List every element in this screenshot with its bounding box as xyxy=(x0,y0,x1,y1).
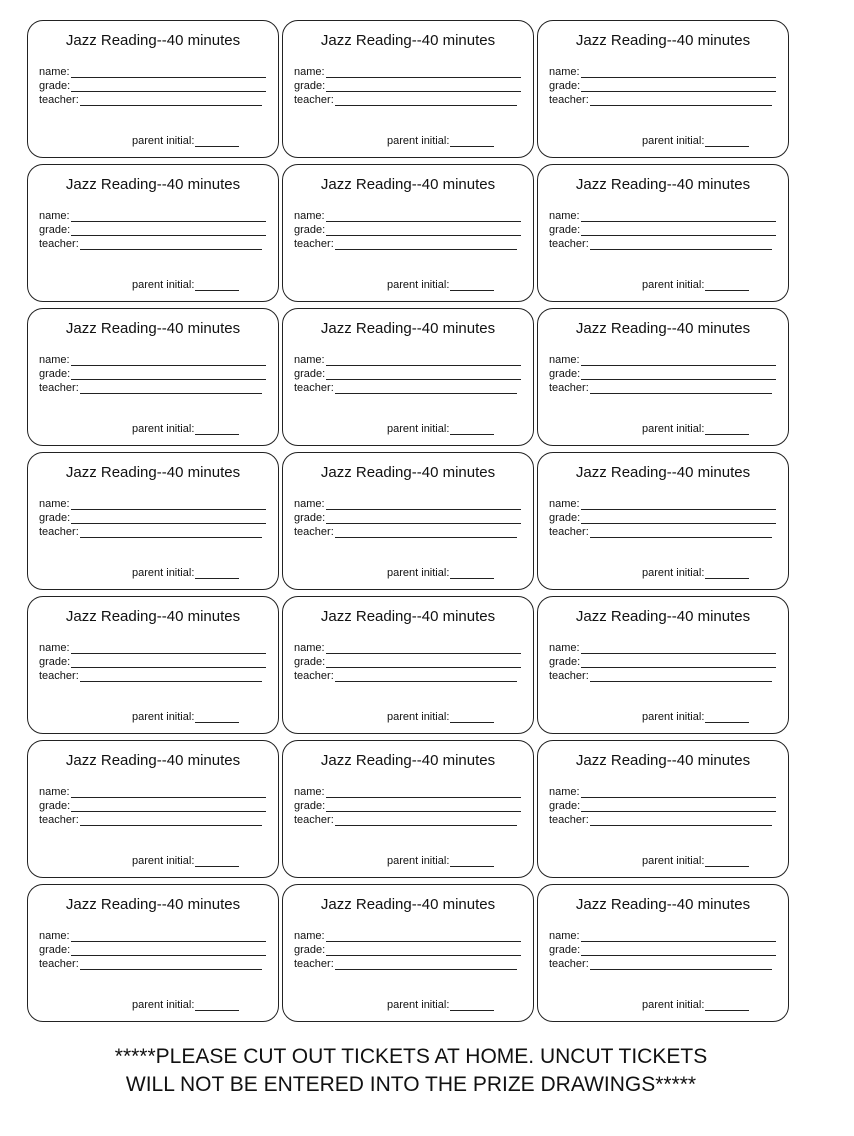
teacher-blank-line xyxy=(590,959,772,970)
grade-label: grade: xyxy=(294,800,326,812)
name-label: name: xyxy=(39,642,70,654)
grade-label: grade: xyxy=(39,944,71,956)
grade-field xyxy=(294,656,521,668)
ticket-title: Jazz Reading--40 minutes xyxy=(320,752,496,769)
name-field xyxy=(294,210,521,222)
grade-field xyxy=(39,944,266,956)
ticket-card xyxy=(282,308,534,446)
teacher-field xyxy=(294,94,517,106)
ticket-card xyxy=(537,308,789,446)
name-blank-line xyxy=(581,211,776,222)
name-blank-line xyxy=(326,499,521,510)
parent-initial-blank-line xyxy=(195,136,239,147)
parent-initial-blank-line xyxy=(705,280,749,291)
parent-initial-label: parent initial: xyxy=(132,135,195,147)
name-blank-line xyxy=(71,67,266,78)
grade-field xyxy=(549,944,776,956)
teacher-label: teacher: xyxy=(39,958,79,970)
name-label: name: xyxy=(294,930,325,942)
parent-initial-field xyxy=(642,279,749,291)
teacher-label: teacher: xyxy=(294,94,334,106)
name-field xyxy=(294,66,521,78)
ticket-title: Jazz Reading--40 minutes xyxy=(65,464,241,481)
parent-initial-label: parent initial: xyxy=(132,423,195,435)
name-label: name: xyxy=(549,642,580,654)
parent-initial-label: parent initial: xyxy=(132,711,195,723)
grade-label: grade: xyxy=(549,80,581,92)
grade-blank-line xyxy=(326,81,521,92)
name-blank-line xyxy=(581,931,776,942)
teacher-label: teacher: xyxy=(39,238,79,250)
grade-blank-line xyxy=(71,369,266,380)
parent-initial-blank-line xyxy=(705,1000,749,1011)
ticket-title: Jazz Reading--40 minutes xyxy=(65,32,241,49)
name-field xyxy=(294,786,521,798)
teacher-field xyxy=(549,94,772,106)
teacher-label: teacher: xyxy=(294,382,334,394)
teacher-blank-line xyxy=(80,815,262,826)
parent-initial-blank-line xyxy=(450,856,494,867)
ticket-card xyxy=(537,596,789,734)
ticket-title: Jazz Reading--40 minutes xyxy=(575,176,751,193)
parent-initial-field xyxy=(642,135,749,147)
ticket-card xyxy=(537,452,789,590)
grade-label: grade: xyxy=(39,512,71,524)
teacher-blank-line xyxy=(80,959,262,970)
teacher-label: teacher: xyxy=(549,382,589,394)
grade-field xyxy=(294,224,521,236)
ticket-grid xyxy=(27,20,789,1022)
grade-label: grade: xyxy=(39,656,71,668)
teacher-blank-line xyxy=(335,239,517,250)
teacher-field xyxy=(39,382,262,394)
grade-label: grade: xyxy=(549,224,581,236)
parent-initial-field xyxy=(387,999,494,1011)
name-field xyxy=(39,210,266,222)
parent-initial-blank-line xyxy=(705,424,749,435)
name-label: name: xyxy=(39,498,70,510)
parent-initial-blank-line xyxy=(705,568,749,579)
ticket-card xyxy=(27,596,279,734)
grade-field xyxy=(39,368,266,380)
name-label: name: xyxy=(549,930,580,942)
parent-initial-blank-line xyxy=(195,280,239,291)
grade-blank-line xyxy=(581,369,776,380)
parent-initial-field xyxy=(387,135,494,147)
teacher-label: teacher: xyxy=(294,958,334,970)
grade-field xyxy=(39,512,266,524)
teacher-field xyxy=(549,238,772,250)
parent-initial-label: parent initial: xyxy=(132,279,195,291)
grade-field xyxy=(549,512,776,524)
teacher-label: teacher: xyxy=(39,526,79,538)
ticket-title: Jazz Reading--40 minutes xyxy=(320,896,496,913)
ticket-title: Jazz Reading--40 minutes xyxy=(575,320,751,337)
grade-label: grade: xyxy=(294,944,326,956)
name-blank-line xyxy=(581,787,776,798)
name-blank-line xyxy=(581,643,776,654)
teacher-field xyxy=(294,238,517,250)
grade-field xyxy=(549,800,776,812)
ticket-card xyxy=(27,20,279,158)
name-blank-line xyxy=(326,67,521,78)
name-field xyxy=(39,66,266,78)
parent-initial-blank-line xyxy=(450,280,494,291)
parent-initial-field xyxy=(642,567,749,579)
teacher-field xyxy=(39,814,262,826)
parent-initial-label: parent initial: xyxy=(387,567,450,579)
teacher-label: teacher: xyxy=(549,814,589,826)
grade-blank-line xyxy=(581,945,776,956)
name-label: name: xyxy=(549,786,580,798)
ticket-card xyxy=(282,596,534,734)
parent-initial-blank-line xyxy=(705,856,749,867)
teacher-label: teacher: xyxy=(294,814,334,826)
grade-blank-line xyxy=(71,513,266,524)
parent-initial-label: parent initial: xyxy=(387,855,450,867)
teacher-blank-line xyxy=(80,239,262,250)
teacher-label: teacher: xyxy=(294,526,334,538)
grade-field xyxy=(549,656,776,668)
grade-blank-line xyxy=(581,657,776,668)
ticket-title: Jazz Reading--40 minutes xyxy=(320,32,496,49)
ticket-card xyxy=(27,740,279,878)
name-blank-line xyxy=(326,931,521,942)
parent-initial-field xyxy=(132,711,239,723)
teacher-field xyxy=(294,814,517,826)
teacher-label: teacher: xyxy=(39,94,79,106)
grade-blank-line xyxy=(581,801,776,812)
name-label: name: xyxy=(39,354,70,366)
grade-label: grade: xyxy=(294,80,326,92)
teacher-blank-line xyxy=(590,527,772,538)
teacher-label: teacher: xyxy=(549,94,589,106)
parent-initial-label: parent initial: xyxy=(642,279,705,291)
teacher-label: teacher: xyxy=(39,382,79,394)
grade-label: grade: xyxy=(39,800,71,812)
ticket-title: Jazz Reading--40 minutes xyxy=(65,896,241,913)
teacher-field xyxy=(39,958,262,970)
teacher-blank-line xyxy=(80,383,262,394)
ticket-card xyxy=(282,164,534,302)
name-field xyxy=(549,642,776,654)
teacher-field xyxy=(549,382,772,394)
ticket-title: Jazz Reading--40 minutes xyxy=(320,176,496,193)
parent-initial-label: parent initial: xyxy=(132,999,195,1011)
parent-initial-label: parent initial: xyxy=(132,567,195,579)
parent-initial-blank-line xyxy=(450,1000,494,1011)
grade-field xyxy=(39,800,266,812)
grade-label: grade: xyxy=(294,512,326,524)
grade-blank-line xyxy=(581,513,776,524)
name-label: name: xyxy=(294,786,325,798)
parent-initial-blank-line xyxy=(450,568,494,579)
parent-initial-label: parent initial: xyxy=(387,999,450,1011)
parent-initial-field xyxy=(387,567,494,579)
ticket-card xyxy=(537,884,789,1022)
parent-initial-label: parent initial: xyxy=(387,135,450,147)
ticket-title: Jazz Reading--40 minutes xyxy=(320,320,496,337)
parent-initial-blank-line xyxy=(705,136,749,147)
ticket-card xyxy=(537,164,789,302)
name-blank-line xyxy=(581,67,776,78)
teacher-field xyxy=(294,958,517,970)
grade-label: grade: xyxy=(39,224,71,236)
name-field xyxy=(39,930,266,942)
grade-field xyxy=(294,80,521,92)
parent-initial-field xyxy=(132,999,239,1011)
grade-label: grade: xyxy=(549,368,581,380)
grade-field xyxy=(39,656,266,668)
parent-initial-label: parent initial: xyxy=(642,711,705,723)
ticket-card xyxy=(282,884,534,1022)
teacher-blank-line xyxy=(335,383,517,394)
grade-blank-line xyxy=(71,225,266,236)
name-field xyxy=(549,354,776,366)
teacher-blank-line xyxy=(590,239,772,250)
name-label: name: xyxy=(39,786,70,798)
teacher-field xyxy=(549,526,772,538)
name-label: name: xyxy=(294,66,325,78)
name-field xyxy=(549,210,776,222)
name-label: name: xyxy=(294,354,325,366)
grade-field xyxy=(294,800,521,812)
grade-label: grade: xyxy=(549,656,581,668)
parent-initial-field xyxy=(642,999,749,1011)
name-field xyxy=(549,498,776,510)
grade-blank-line xyxy=(326,657,521,668)
grade-label: grade: xyxy=(294,224,326,236)
teacher-label: teacher: xyxy=(549,238,589,250)
name-field xyxy=(294,498,521,510)
name-label: name: xyxy=(549,210,580,222)
parent-initial-blank-line xyxy=(450,424,494,435)
name-blank-line xyxy=(71,787,266,798)
teacher-field xyxy=(294,382,517,394)
grade-blank-line xyxy=(71,801,266,812)
parent-initial-field xyxy=(387,855,494,867)
ticket-card xyxy=(27,164,279,302)
teacher-label: teacher: xyxy=(549,670,589,682)
teacher-field xyxy=(39,238,262,250)
grade-label: grade: xyxy=(549,512,581,524)
parent-initial-blank-line xyxy=(195,712,239,723)
name-field xyxy=(39,498,266,510)
name-blank-line xyxy=(326,643,521,654)
ticket-title: Jazz Reading--40 minutes xyxy=(575,464,751,481)
parent-initial-field xyxy=(132,567,239,579)
grade-label: grade: xyxy=(39,80,71,92)
parent-initial-label: parent initial: xyxy=(387,279,450,291)
name-field xyxy=(294,642,521,654)
teacher-field xyxy=(294,670,517,682)
teacher-field xyxy=(39,526,262,538)
ticket-card xyxy=(537,20,789,158)
name-field xyxy=(39,786,266,798)
teacher-label: teacher: xyxy=(549,526,589,538)
name-field xyxy=(39,354,266,366)
grade-blank-line xyxy=(71,657,266,668)
grade-blank-line xyxy=(326,513,521,524)
teacher-label: teacher: xyxy=(39,670,79,682)
grade-field xyxy=(294,368,521,380)
ticket-title: Jazz Reading--40 minutes xyxy=(575,752,751,769)
ticket-title: Jazz Reading--40 minutes xyxy=(575,608,751,625)
parent-initial-label: parent initial: xyxy=(642,135,705,147)
parent-initial-label: parent initial: xyxy=(387,711,450,723)
ticket-card xyxy=(27,452,279,590)
parent-initial-field xyxy=(642,711,749,723)
ticket-card xyxy=(282,452,534,590)
parent-initial-label: parent initial: xyxy=(642,423,705,435)
name-blank-line xyxy=(71,643,266,654)
teacher-field xyxy=(39,94,262,106)
name-label: name: xyxy=(549,498,580,510)
name-label: name: xyxy=(39,210,70,222)
teacher-field xyxy=(549,958,772,970)
parent-initial-field xyxy=(132,423,239,435)
grade-field xyxy=(294,512,521,524)
name-label: name: xyxy=(294,210,325,222)
ticket-title: Jazz Reading--40 minutes xyxy=(65,176,241,193)
grade-field xyxy=(549,224,776,236)
teacher-blank-line xyxy=(80,671,262,682)
name-label: name: xyxy=(549,66,580,78)
name-field xyxy=(294,354,521,366)
parent-initial-label: parent initial: xyxy=(642,567,705,579)
grade-blank-line xyxy=(581,225,776,236)
teacher-label: teacher: xyxy=(294,238,334,250)
name-blank-line xyxy=(71,211,266,222)
teacher-blank-line xyxy=(590,815,772,826)
name-blank-line xyxy=(71,355,266,366)
parent-initial-field xyxy=(387,711,494,723)
teacher-blank-line xyxy=(335,815,517,826)
parent-initial-blank-line xyxy=(195,424,239,435)
name-label: name: xyxy=(294,642,325,654)
ticket-card xyxy=(27,308,279,446)
grade-label: grade: xyxy=(294,656,326,668)
parent-initial-label: parent initial: xyxy=(642,999,705,1011)
grade-field xyxy=(294,944,521,956)
parent-initial-label: parent initial: xyxy=(642,855,705,867)
name-blank-line xyxy=(326,787,521,798)
name-blank-line xyxy=(326,211,521,222)
teacher-blank-line xyxy=(80,95,262,106)
name-field xyxy=(39,642,266,654)
parent-initial-blank-line xyxy=(195,856,239,867)
grade-blank-line xyxy=(71,81,266,92)
grade-blank-line xyxy=(326,945,521,956)
ticket-card xyxy=(282,740,534,878)
teacher-blank-line xyxy=(590,671,772,682)
ticket-title: Jazz Reading--40 minutes xyxy=(320,464,496,481)
teacher-label: teacher: xyxy=(294,670,334,682)
teacher-blank-line xyxy=(590,95,772,106)
name-label: name: xyxy=(39,66,70,78)
parent-initial-blank-line xyxy=(450,712,494,723)
grade-blank-line xyxy=(326,801,521,812)
name-blank-line xyxy=(326,355,521,366)
grade-field xyxy=(549,368,776,380)
teacher-blank-line xyxy=(335,527,517,538)
name-blank-line xyxy=(71,499,266,510)
name-blank-line xyxy=(581,355,776,366)
teacher-label: teacher: xyxy=(39,814,79,826)
teacher-blank-line xyxy=(335,95,517,106)
grade-blank-line xyxy=(326,225,521,236)
ticket-title: Jazz Reading--40 minutes xyxy=(65,752,241,769)
grade-field xyxy=(549,80,776,92)
cut-out-instructions: *****PLEASE CUT OUT TICKETS AT HOME. UNCUT TICKETS WILL NOT BE ENTERED INTO THE PRIZE DRAWINGS***** xyxy=(114,1045,708,1096)
ticket-title: Jazz Reading--40 minutes xyxy=(320,608,496,625)
name-field xyxy=(549,66,776,78)
teacher-label: teacher: xyxy=(549,958,589,970)
grade-blank-line xyxy=(71,945,266,956)
grade-blank-line xyxy=(326,369,521,380)
teacher-blank-line xyxy=(335,671,517,682)
ticket-title: Jazz Reading--40 minutes xyxy=(575,32,751,49)
name-field xyxy=(549,930,776,942)
parent-initial-field xyxy=(387,423,494,435)
grade-label: grade: xyxy=(294,368,326,380)
teacher-field xyxy=(549,814,772,826)
name-label: name: xyxy=(549,354,580,366)
teacher-blank-line xyxy=(335,959,517,970)
ticket-title: Jazz Reading--40 minutes xyxy=(65,320,241,337)
teacher-field xyxy=(294,526,517,538)
parent-initial-field xyxy=(387,279,494,291)
ticket-card xyxy=(27,884,279,1022)
parent-initial-blank-line xyxy=(195,1000,239,1011)
ticket-title: Jazz Reading--40 minutes xyxy=(575,896,751,913)
grade-field xyxy=(39,80,266,92)
parent-initial-field xyxy=(132,279,239,291)
parent-initial-blank-line xyxy=(705,712,749,723)
name-blank-line xyxy=(581,499,776,510)
teacher-field xyxy=(39,670,262,682)
grade-label: grade: xyxy=(39,368,71,380)
grade-label: grade: xyxy=(549,944,581,956)
parent-initial-field xyxy=(132,855,239,867)
ticket-card xyxy=(282,20,534,158)
teacher-field xyxy=(549,670,772,682)
name-field xyxy=(549,786,776,798)
parent-initial-field xyxy=(642,423,749,435)
grade-blank-line xyxy=(581,81,776,92)
name-field xyxy=(294,930,521,942)
teacher-blank-line xyxy=(80,527,262,538)
parent-initial-field xyxy=(132,135,239,147)
ticket-card xyxy=(537,740,789,878)
ticket-title: Jazz Reading--40 minutes xyxy=(65,608,241,625)
parent-initial-label: parent initial: xyxy=(387,423,450,435)
name-label: name: xyxy=(39,930,70,942)
teacher-blank-line xyxy=(590,383,772,394)
grade-label: grade: xyxy=(549,800,581,812)
name-label: name: xyxy=(294,498,325,510)
parent-initial-field xyxy=(642,855,749,867)
name-blank-line xyxy=(71,931,266,942)
parent-initial-blank-line xyxy=(195,568,239,579)
parent-initial-label: parent initial: xyxy=(132,855,195,867)
parent-initial-blank-line xyxy=(450,136,494,147)
grade-field xyxy=(39,224,266,236)
